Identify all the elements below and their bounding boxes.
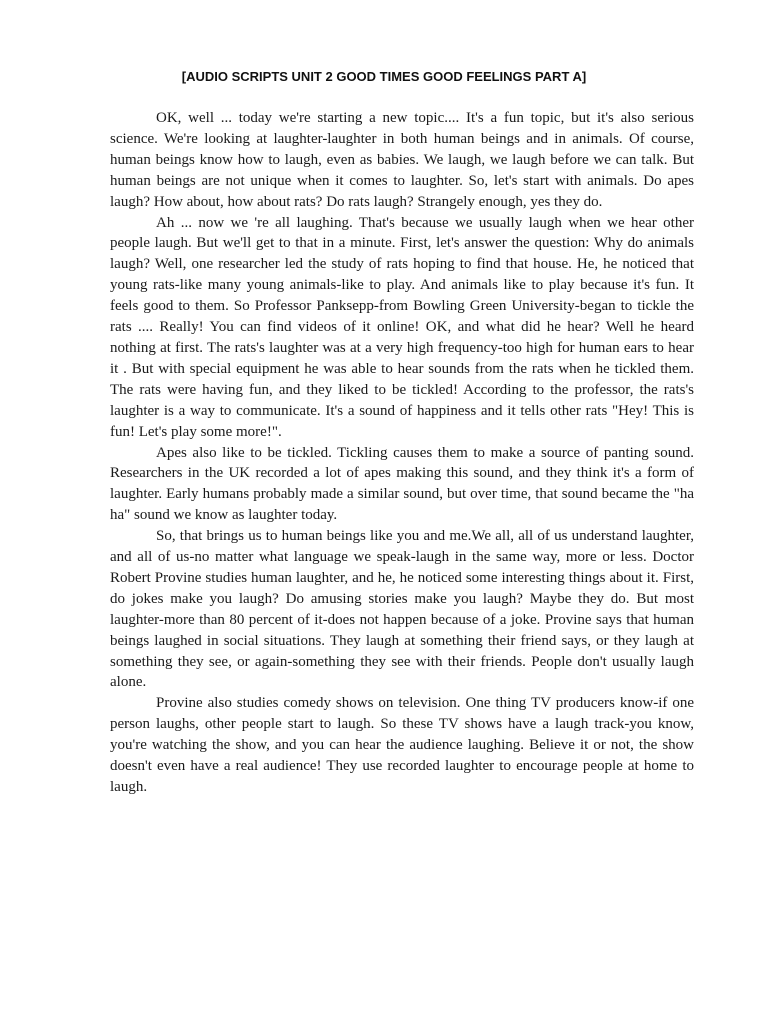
- paragraph-3: Apes also like to be tickled. Tickling causes them to make a source of panting sound. Researchers in the UK recorded a lot of apes making this sound, and they think it's a form of laughter. Early humans probably made a similar sound, but over time, that sound became the "ha ha" sound we know as laughter today.: [110, 444, 694, 524]
- paragraph-1: OK, well ... today we're starting a new topic.... It's a fun topic, but it's also serious science. We're looking at laughter-laughter in both human beings and in animals. Of course, human beings know how to laugh, even as babies. We laugh, we laugh before we can talk. But human beings are not unique when it comes to laughter. So, let's start with animals. Do apes laugh? How about, how about rats? Do rats laugh? Strangely enough, yes they do.: [110, 110, 694, 210]
- paragraph-5: Provine also studies comedy shows on television. One thing TV producers know-if one person laughs, other people start to laugh. So these TV shows have a laugh track-you know, you're watching the show, and you can hear the audience laughing. Believe it or not, the show doesn't even have a real audience! They use recorded laughter to encourage people at home to laugh.: [110, 695, 694, 795]
- paragraph-2: Ah ... now we 're all laughing. That's because we usually laugh when we hear other people laugh. But we'll get to that in a minute. First, let's answer the question: Why do animals laugh? Well, one researcher led the study of rats hoping to find that house. He, he noticed that young rats-like many young animals-like to play. And animals like to play because it's fun. It feels good to them. So Professor Panksepp-from Bowling Green University-began to tickle the rats .... Really! You can find videos of it online! OK, and what did he hear? Well he heard nothing at first. The rats's laughter was at a very high frequency-too high for human ears to hear it . But with special equipment he was able to hear sounds from the rats when he tickled them. The rats were having fun, and they liked to be tickled! According to the professor, the rats's laughter is a way to communicate. It's a sound of happiness and it tells other rats "Hey! This is fun! Let's play some more!".: [110, 214, 694, 440]
- paragraph-4: So, that brings us to human beings like you and me.We all, all of us understand laughter, and all of us-no matter what language we speak-laugh in the same way, more or less. Doctor Robert Provine studies human laughter, and he, he noticed some interesting things about it. First, do jokes make you laugh? Do amusing stories make you laugh? Maybe they do. But most laughter-more than 80 percent of it-does not happen because of a joke. Provine says that human beings laughed in social situations. They laugh at something their friend says, or they laugh at something they see, or again-something they see with their friends. People don't usually laugh alone.: [110, 528, 694, 691]
- document-body: [110, 108, 694, 798]
- document-title: [AUDIO SCRIPTS UNIT 2 GOOD TIMES GOOD FEELINGS PART A]: [181, 69, 587, 84]
